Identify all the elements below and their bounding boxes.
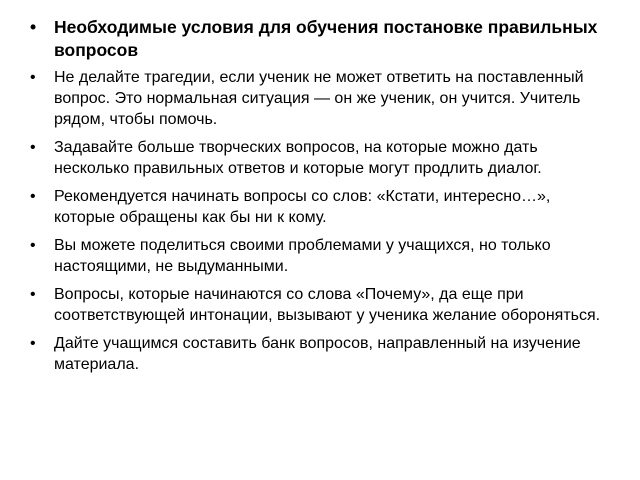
list-item-text: Дайте учащимся составить банк вопросов, направленный на изучение материала. — [54, 335, 581, 373]
bullet-list — [26, 16, 604, 375]
list-item-text: Задавайте больше творческих вопросов, на которые можно дать несколько правильных ответов и которые могут продлить диалог. — [54, 139, 542, 177]
list-item-heading — [26, 16, 604, 62]
bullet-icon: • — [30, 286, 36, 303]
list-item — [26, 137, 604, 179]
list-item — [26, 284, 604, 326]
bullet-icon: • — [30, 17, 37, 37]
list-item — [26, 235, 604, 277]
bullet-icon: • — [30, 335, 36, 352]
list-item-text: Не делайте трагедии, если ученик не может ответить на поставленный вопрос. Это нормальная ситуация — он же ученик, он учится. Учитель рядом, чтобы помочь. — [54, 69, 584, 128]
bullet-icon: • — [30, 69, 36, 86]
list-item-text: Вопросы, которые начинаются со слова «Почему», да еще при соответствующей интонации, вызывают у ученика желание обороняться. — [54, 286, 601, 324]
list-item — [26, 186, 604, 228]
list-item-text: Вы можете поделиться своими проблемами у учащихся, но только настоящими, не выдуманными. — [54, 237, 551, 275]
bullet-icon: • — [30, 237, 36, 254]
bullet-icon: • — [30, 188, 36, 205]
list-item-text: Рекомендуется начинать вопросы со слов: «Кстати, интересно…», которые обращены как бы ни к кому. — [54, 188, 551, 226]
bullet-icon: • — [30, 139, 36, 156]
list-item-text: Необходимые условия для обучения постановке правильных вопросов — [54, 17, 598, 60]
list-item — [26, 67, 604, 130]
list-item — [26, 333, 604, 375]
